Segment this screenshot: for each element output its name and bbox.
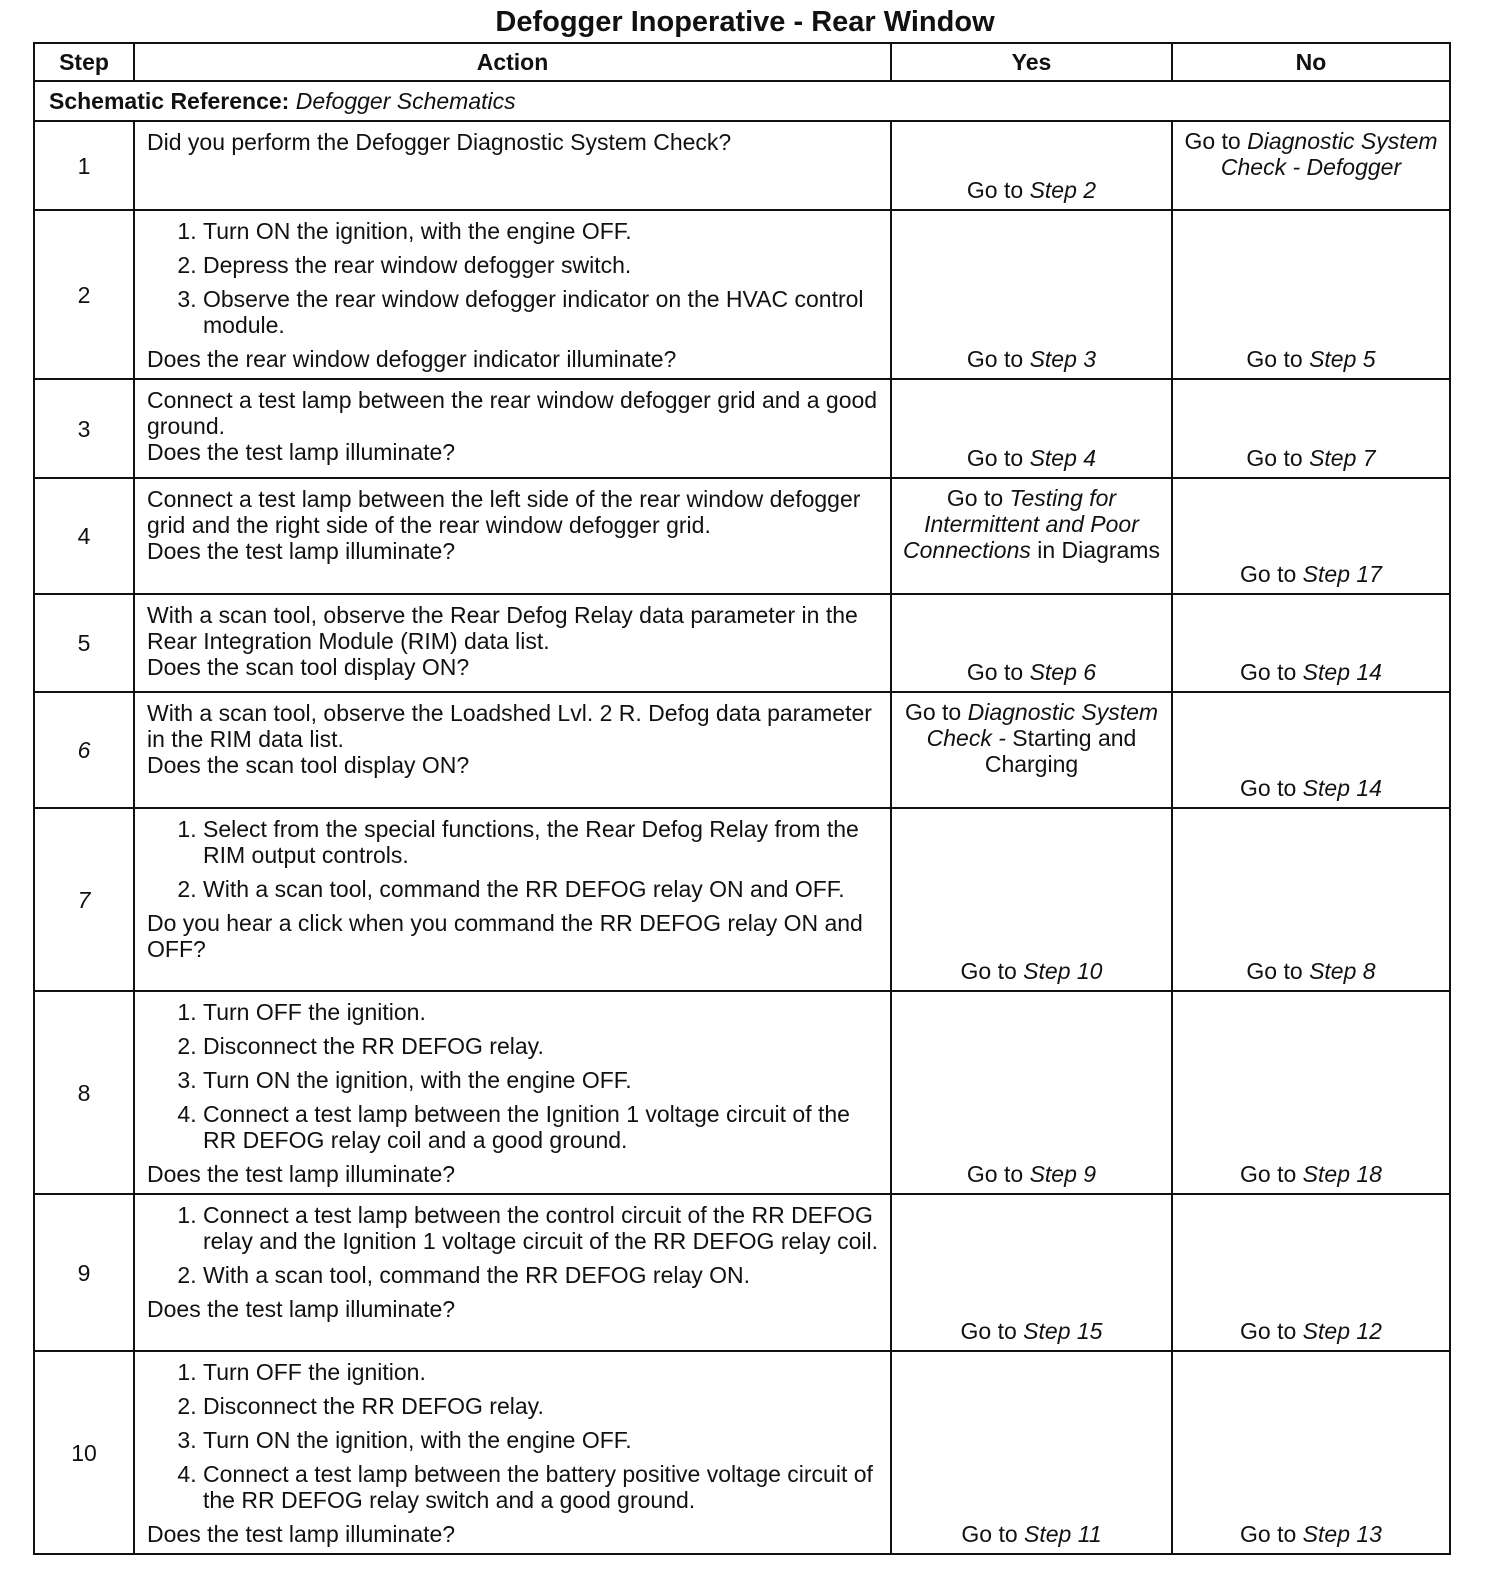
schematic-reference-label: Schematic Reference: bbox=[49, 88, 290, 114]
result-yes-link[interactable]: Step 6 bbox=[1029, 659, 1097, 685]
result-yes-link[interactable]: Step 10 bbox=[1023, 958, 1103, 984]
action-step-item: 2. Disconnect the RR DEFOG relay. bbox=[203, 1393, 878, 1419]
result-no-prefix: Go to bbox=[1240, 659, 1297, 685]
step-row bbox=[34, 692, 1450, 808]
header-yes: Yes bbox=[891, 43, 1172, 81]
action-step-item: 1. Turn OFF the ignition. bbox=[203, 999, 878, 1025]
result-yes-cell bbox=[891, 692, 1172, 808]
result-yes-suffix: Starting and Charging bbox=[984, 725, 1137, 777]
result-no-cell bbox=[1172, 121, 1450, 210]
action-paragraph: Connect a test lamp between the rear window defogger grid and a good ground. bbox=[147, 387, 878, 439]
result-no-prefix: Go to bbox=[1240, 1161, 1297, 1187]
schematic-reference-row bbox=[34, 81, 1450, 121]
result-yes-cell bbox=[891, 379, 1172, 478]
step-number: 1 bbox=[34, 121, 134, 210]
action-steps-list bbox=[147, 1202, 878, 1288]
result-yes-prefix: Go to bbox=[960, 958, 1017, 984]
result-yes-link[interactable]: Testing for Intermittent and Poor Connections bbox=[903, 485, 1139, 563]
result-yes-suffix: in Diagrams bbox=[1037, 537, 1160, 563]
result-yes-cell bbox=[891, 594, 1172, 692]
step-row bbox=[34, 379, 1450, 478]
header-step: Step bbox=[34, 43, 134, 81]
result-no-link[interactable]: Step 5 bbox=[1309, 346, 1376, 372]
step-row bbox=[34, 594, 1450, 692]
action-cell bbox=[134, 478, 891, 594]
result-no-link[interactable]: Step 17 bbox=[1302, 561, 1382, 587]
step-row bbox=[34, 1351, 1450, 1554]
header-row bbox=[34, 43, 1450, 81]
result-no-prefix: Go to bbox=[1246, 346, 1303, 372]
result-no-link[interactable]: Step 7 bbox=[1309, 445, 1376, 471]
result-no-link[interactable]: Step 14 bbox=[1302, 775, 1382, 801]
result-no-prefix: Go to bbox=[1184, 128, 1241, 154]
action-step-item: 3. Turn ON the ignition, with the engine OFF. bbox=[203, 1067, 878, 1093]
action-steps-list bbox=[147, 816, 878, 902]
action-step-item: 2. With a scan tool, command the RR DEFOG relay ON. bbox=[203, 1262, 878, 1288]
result-yes-prefix: Go to bbox=[966, 177, 1024, 203]
result-yes-link[interactable]: Step 2 bbox=[1029, 177, 1097, 203]
action-step-item: 2. Depress the rear window defogger switch. bbox=[203, 252, 878, 278]
result-yes-link[interactable]: Step 4 bbox=[1029, 445, 1097, 471]
result-no-link[interactable]: Step 14 bbox=[1302, 659, 1382, 685]
step-row bbox=[34, 1194, 1450, 1351]
result-yes-cell bbox=[891, 478, 1172, 594]
result-no-link[interactable]: Step 8 bbox=[1309, 958, 1376, 984]
step-number: 2 bbox=[34, 210, 134, 379]
action-step-item: 1. Select from the special functions, the Rear Defog Relay from the RIM output controls. bbox=[203, 816, 878, 868]
action-question: Does the test lamp illuminate? bbox=[147, 1161, 456, 1187]
result-no-link[interactable]: Step 12 bbox=[1302, 1318, 1382, 1344]
step-number: 10 bbox=[34, 1351, 134, 1554]
action-steps-list bbox=[147, 999, 878, 1153]
step-number: 7 bbox=[34, 808, 134, 991]
diagnostic-table bbox=[33, 42, 1451, 1555]
result-no-prefix: Go to bbox=[1240, 775, 1297, 801]
result-no-cell bbox=[1172, 478, 1450, 594]
result-yes-prefix: Go to bbox=[966, 346, 1024, 372]
action-step-item: 3. Observe the rear window defogger indicator on the HVAC control module. bbox=[203, 286, 878, 338]
action-paragraph: With a scan tool, observe the Rear Defog Relay data parameter in the Rear Integration Module (RIM) data list. bbox=[147, 602, 858, 654]
action-cell bbox=[134, 594, 891, 692]
action-step-item: 1. Turn OFF the ignition. bbox=[203, 1359, 878, 1385]
step-number: 8 bbox=[34, 991, 134, 1194]
result-yes-cell bbox=[891, 1351, 1172, 1554]
step-row bbox=[34, 808, 1450, 991]
result-yes-link[interactable]: Step 9 bbox=[1029, 1161, 1097, 1187]
step-row bbox=[34, 991, 1450, 1194]
result-no-prefix: Go to bbox=[1240, 1521, 1297, 1547]
result-no-cell bbox=[1172, 210, 1450, 379]
result-no-prefix: Go to bbox=[1246, 445, 1303, 471]
action-question: Does the scan tool display ON? bbox=[147, 654, 470, 680]
result-no-cell bbox=[1172, 594, 1450, 692]
step-number: 9 bbox=[34, 1194, 134, 1351]
action-question: Does the test lamp illuminate? bbox=[147, 1296, 456, 1322]
result-yes-link[interactable]: Step 11 bbox=[1024, 1521, 1102, 1547]
action-steps-list bbox=[147, 218, 878, 338]
result-yes-link[interactable]: Step 3 bbox=[1029, 346, 1097, 372]
result-no-cell bbox=[1172, 991, 1450, 1194]
schematic-reference bbox=[34, 81, 1450, 121]
action-question: Does the test lamp illuminate? bbox=[147, 538, 456, 564]
result-yes-prefix: Go to bbox=[966, 445, 1024, 471]
step-number: 5 bbox=[34, 594, 134, 692]
step-number: 6 bbox=[34, 692, 134, 808]
action-step-item: 2. With a scan tool, command the RR DEFOG relay ON and OFF. bbox=[203, 876, 878, 902]
result-yes-prefix: Go to bbox=[961, 1521, 1018, 1547]
step-row bbox=[34, 478, 1450, 594]
result-yes-link[interactable]: Step 15 bbox=[1023, 1318, 1103, 1344]
result-yes-cell bbox=[891, 808, 1172, 991]
action-question: Does the test lamp illuminate? bbox=[147, 1521, 456, 1547]
action-step-item: 4. Connect a test lamp between the battery positive voltage circuit of the RR DEFOG relay switch and a good ground. bbox=[203, 1461, 878, 1513]
result-yes-cell bbox=[891, 1194, 1172, 1351]
action-step-item: 2. Disconnect the RR DEFOG relay. bbox=[203, 1033, 878, 1059]
action-step-item: 1. Connect a test lamp between the control circuit of the RR DEFOG relay and the Ignition 1 voltage circuit of the RR DEFOG relay coil. bbox=[203, 1202, 878, 1254]
result-no-prefix: Go to bbox=[1240, 561, 1297, 587]
result-no-cell bbox=[1172, 692, 1450, 808]
action-cell bbox=[134, 808, 891, 991]
result-no-cell bbox=[1172, 808, 1450, 991]
result-yes-cell bbox=[891, 210, 1172, 379]
action-step-item: 4. Connect a test lamp between the Ignition 1 voltage circuit of the RR DEFOG relay coil and a good ground. bbox=[203, 1101, 878, 1153]
action-question: Does the rear window defogger indicator illuminate? bbox=[147, 346, 677, 372]
result-yes-prefix: Go to bbox=[966, 659, 1024, 685]
result-no-prefix: Go to bbox=[1246, 958, 1303, 984]
result-no-cell bbox=[1172, 1351, 1450, 1554]
action-cell bbox=[134, 991, 891, 1194]
action-steps-list bbox=[147, 1359, 878, 1513]
result-yes-cell bbox=[891, 121, 1172, 210]
result-yes-cell bbox=[891, 991, 1172, 1194]
step-row bbox=[34, 121, 1450, 210]
action-step-item: 3. Turn ON the ignition, with the engine OFF. bbox=[203, 1427, 878, 1453]
step-row bbox=[34, 210, 1450, 379]
page-title: Defogger Inoperative - Rear Window bbox=[495, 6, 995, 38]
result-no-cell bbox=[1172, 379, 1450, 478]
result-yes-prefix: Go to bbox=[946, 485, 1004, 511]
action-question: Do you hear a click when you command the RR DEFOG relay ON and OFF? bbox=[147, 910, 863, 962]
header-action: Action bbox=[134, 43, 891, 81]
action-cell bbox=[134, 1194, 891, 1351]
action-paragraph: Did you perform the Defogger Diagnostic System Check? bbox=[147, 129, 732, 155]
action-cell bbox=[134, 1351, 891, 1554]
header-no: No bbox=[1172, 43, 1450, 81]
action-cell bbox=[134, 210, 891, 379]
result-no-cell bbox=[1172, 1194, 1450, 1351]
action-cell bbox=[134, 121, 891, 210]
result-no-link[interactable]: Step 13 bbox=[1302, 1521, 1382, 1547]
action-cell bbox=[134, 692, 891, 808]
action-cell bbox=[134, 379, 891, 478]
schematic-reference-link[interactable]: Defogger Schematics bbox=[295, 88, 516, 114]
action-paragraph: With a scan tool, observe the Loadshed Lvl. 2 R. Defog data parameter in the RIM data list. bbox=[147, 700, 872, 752]
result-no-link[interactable]: Step 18 bbox=[1302, 1161, 1382, 1187]
step-number: 3 bbox=[34, 379, 134, 478]
action-step-item: 1. Turn ON the ignition, with the engine OFF. bbox=[203, 218, 878, 244]
result-yes-prefix: Go to bbox=[960, 1318, 1017, 1344]
result-yes-prefix: Go to bbox=[966, 1161, 1024, 1187]
action-paragraph: Connect a test lamp between the left side of the rear window defogger grid and the right side of the rear window defogger grid. bbox=[147, 486, 861, 538]
result-no-link[interactable]: Diagnostic System Check - Defogger bbox=[1220, 128, 1438, 180]
result-yes-link[interactable]: Diagnostic System Check - bbox=[926, 699, 1159, 751]
step-number: 4 bbox=[34, 478, 134, 594]
action-question: Does the test lamp illuminate? bbox=[147, 439, 456, 465]
action-question: Does the scan tool display ON? bbox=[147, 752, 470, 778]
result-no-prefix: Go to bbox=[1240, 1318, 1297, 1344]
result-yes-prefix: Go to bbox=[904, 699, 962, 725]
